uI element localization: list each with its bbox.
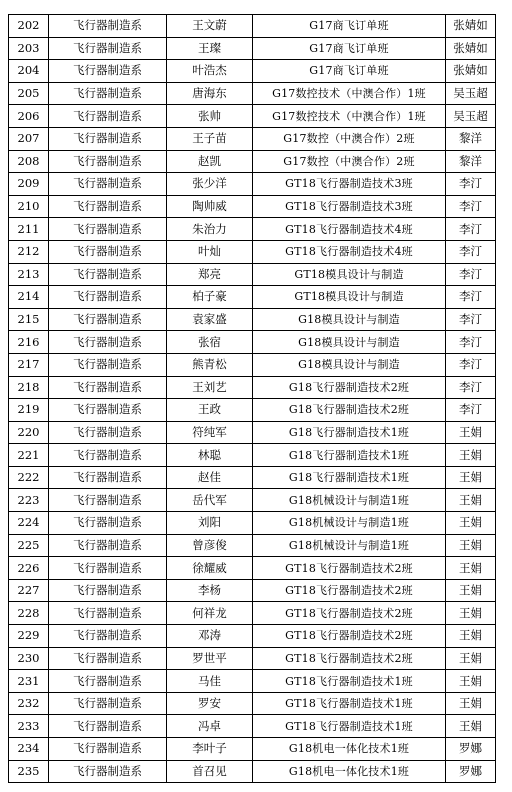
class-name-cell: G18模具设计与制造	[253, 331, 446, 354]
table-row	[9, 240, 496, 263]
department-cell: 飞行器制造系	[49, 15, 167, 38]
teacher-cell: 黎洋	[446, 127, 496, 150]
department-cell: 飞行器制造系	[49, 715, 167, 738]
row-number-cell: 217	[9, 353, 49, 376]
table-row	[9, 150, 496, 173]
student-name-cell: 熊青松	[167, 353, 253, 376]
student-name-cell: 王刘艺	[167, 376, 253, 399]
row-number-cell: 229	[9, 625, 49, 648]
department-cell: 飞行器制造系	[49, 602, 167, 625]
row-number-cell: 210	[9, 195, 49, 218]
student-name-cell: 符纯军	[167, 421, 253, 444]
row-number-cell: 204	[9, 60, 49, 83]
department-cell: 飞行器制造系	[49, 353, 167, 376]
department-cell: 飞行器制造系	[49, 263, 167, 286]
student-name-cell: 李叶子	[167, 738, 253, 761]
teacher-cell: 王娟	[446, 625, 496, 648]
table-row	[9, 195, 496, 218]
class-name-cell: GT18飞行器制造技术2班	[253, 557, 446, 580]
row-number-cell: 233	[9, 715, 49, 738]
department-cell: 飞行器制造系	[49, 240, 167, 263]
table-row	[9, 489, 496, 512]
row-number-cell: 228	[9, 602, 49, 625]
department-cell: 飞行器制造系	[49, 331, 167, 354]
table-row	[9, 15, 496, 38]
department-cell: 飞行器制造系	[49, 512, 167, 535]
class-name-cell: G18模具设计与制造	[253, 353, 446, 376]
class-name-cell: GT18飞行器制造技术1班	[253, 715, 446, 738]
department-cell: 飞行器制造系	[49, 647, 167, 670]
student-name-cell: 叶灿	[167, 240, 253, 263]
teacher-cell: 李汀	[446, 263, 496, 286]
class-name-cell: GT18飞行器制造技术2班	[253, 647, 446, 670]
department-cell: 飞行器制造系	[49, 692, 167, 715]
row-number-cell: 211	[9, 218, 49, 241]
table-row	[9, 263, 496, 286]
teacher-cell: 王娟	[446, 421, 496, 444]
student-list-table	[8, 14, 496, 783]
student-name-cell: 马佳	[167, 670, 253, 693]
department-cell: 飞行器制造系	[49, 150, 167, 173]
teacher-cell: 王娟	[446, 444, 496, 467]
row-number-cell: 230	[9, 647, 49, 670]
teacher-cell: 李汀	[446, 331, 496, 354]
teacher-cell: 李汀	[446, 240, 496, 263]
row-number-cell: 218	[9, 376, 49, 399]
table-row	[9, 286, 496, 309]
class-name-cell: G18飞行器制造技术1班	[253, 444, 446, 467]
class-name-cell: GT18飞行器制造技术2班	[253, 625, 446, 648]
department-cell: 飞行器制造系	[49, 466, 167, 489]
student-name-cell: 首召见	[167, 760, 253, 783]
department-cell: 飞行器制造系	[49, 579, 167, 602]
teacher-cell: 罗娜	[446, 760, 496, 783]
table-row	[9, 512, 496, 535]
student-name-cell: 邓涛	[167, 625, 253, 648]
teacher-cell: 李汀	[446, 286, 496, 309]
row-number-cell: 203	[9, 37, 49, 60]
teacher-cell: 吴玉超	[446, 82, 496, 105]
row-number-cell: 223	[9, 489, 49, 512]
student-name-cell: 王璨	[167, 37, 253, 60]
department-cell: 飞行器制造系	[49, 105, 167, 128]
department-cell: 飞行器制造系	[49, 625, 167, 648]
department-cell: 飞行器制造系	[49, 127, 167, 150]
row-number-cell: 220	[9, 421, 49, 444]
table-row	[9, 647, 496, 670]
class-name-cell: G18飞行器制造技术2班	[253, 376, 446, 399]
student-name-cell: 冯卓	[167, 715, 253, 738]
class-name-cell: GT18模具设计与制造	[253, 263, 446, 286]
table-row	[9, 534, 496, 557]
table-row	[9, 760, 496, 783]
teacher-cell: 王娟	[446, 557, 496, 580]
row-number-cell: 206	[9, 105, 49, 128]
row-number-cell: 202	[9, 15, 49, 38]
teacher-cell: 罗娜	[446, 738, 496, 761]
table-row	[9, 625, 496, 648]
teacher-cell: 王娟	[446, 512, 496, 535]
row-number-cell: 208	[9, 150, 49, 173]
department-cell: 飞行器制造系	[49, 376, 167, 399]
teacher-cell: 王娟	[446, 534, 496, 557]
row-number-cell: 234	[9, 738, 49, 761]
table-row	[9, 738, 496, 761]
class-name-cell: GT18飞行器制造技术2班	[253, 579, 446, 602]
table-row	[9, 173, 496, 196]
student-name-cell: 柏子豪	[167, 286, 253, 309]
student-name-cell: 陶帅威	[167, 195, 253, 218]
department-cell: 飞行器制造系	[49, 557, 167, 580]
table-row	[9, 60, 496, 83]
class-name-cell: G18机械设计与制造1班	[253, 512, 446, 535]
student-name-cell: 叶浩杰	[167, 60, 253, 83]
department-cell: 飞行器制造系	[49, 60, 167, 83]
department-cell: 飞行器制造系	[49, 760, 167, 783]
class-name-cell: G18机械设计与制造1班	[253, 534, 446, 557]
row-number-cell: 212	[9, 240, 49, 263]
table-row	[9, 466, 496, 489]
table-row	[9, 444, 496, 467]
student-name-cell: 岳代军	[167, 489, 253, 512]
class-name-cell: G18模具设计与制造	[253, 308, 446, 331]
row-number-cell: 227	[9, 579, 49, 602]
table-row	[9, 353, 496, 376]
row-number-cell: 231	[9, 670, 49, 693]
student-name-cell: 林聪	[167, 444, 253, 467]
row-number-cell: 205	[9, 82, 49, 105]
table-row	[9, 37, 496, 60]
teacher-cell: 王娟	[446, 647, 496, 670]
teacher-cell: 李汀	[446, 195, 496, 218]
student-name-cell: 王政	[167, 399, 253, 422]
student-name-cell: 朱治力	[167, 218, 253, 241]
table-row	[9, 331, 496, 354]
table-row	[9, 308, 496, 331]
teacher-cell: 王娟	[446, 489, 496, 512]
department-cell: 飞行器制造系	[49, 195, 167, 218]
table-row	[9, 557, 496, 580]
student-name-cell: 李杨	[167, 579, 253, 602]
table-row	[9, 715, 496, 738]
table-row	[9, 579, 496, 602]
table-row	[9, 421, 496, 444]
teacher-cell: 王娟	[446, 579, 496, 602]
table-row	[9, 376, 496, 399]
row-number-cell: 214	[9, 286, 49, 309]
row-number-cell: 224	[9, 512, 49, 535]
student-name-cell: 王子苗	[167, 127, 253, 150]
row-number-cell: 213	[9, 263, 49, 286]
class-name-cell: G18机电一体化技术1班	[253, 760, 446, 783]
row-number-cell: 235	[9, 760, 49, 783]
class-name-cell: G17数控技术（中澳合作）1班	[253, 82, 446, 105]
teacher-cell: 王娟	[446, 602, 496, 625]
table-row	[9, 670, 496, 693]
department-cell: 飞行器制造系	[49, 444, 167, 467]
row-number-cell: 232	[9, 692, 49, 715]
teacher-cell: 张婧如	[446, 37, 496, 60]
department-cell: 飞行器制造系	[49, 218, 167, 241]
department-cell: 飞行器制造系	[49, 670, 167, 693]
table-body	[9, 15, 496, 783]
class-name-cell: GT18模具设计与制造	[253, 286, 446, 309]
row-number-cell: 216	[9, 331, 49, 354]
class-name-cell: G17商飞订单班	[253, 37, 446, 60]
department-cell: 飞行器制造系	[49, 82, 167, 105]
teacher-cell: 王娟	[446, 715, 496, 738]
student-name-cell: 张帅	[167, 105, 253, 128]
row-number-cell: 221	[9, 444, 49, 467]
row-number-cell: 222	[9, 466, 49, 489]
teacher-cell: 李汀	[446, 353, 496, 376]
class-name-cell: GT18飞行器制造技术4班	[253, 240, 446, 263]
row-number-cell: 207	[9, 127, 49, 150]
department-cell: 飞行器制造系	[49, 286, 167, 309]
class-name-cell: G18飞行器制造技术1班	[253, 466, 446, 489]
table-row	[9, 127, 496, 150]
student-name-cell: 袁家盛	[167, 308, 253, 331]
row-number-cell: 225	[9, 534, 49, 557]
class-name-cell: GT18飞行器制造技术3班	[253, 173, 446, 196]
department-cell: 飞行器制造系	[49, 308, 167, 331]
class-name-cell: GT18飞行器制造技术1班	[253, 670, 446, 693]
department-cell: 飞行器制造系	[49, 173, 167, 196]
department-cell: 飞行器制造系	[49, 534, 167, 557]
teacher-cell: 吴玉超	[446, 105, 496, 128]
department-cell: 飞行器制造系	[49, 738, 167, 761]
teacher-cell: 李汀	[446, 218, 496, 241]
class-name-cell: G17商飞订单班	[253, 15, 446, 38]
student-name-cell: 曾彦俊	[167, 534, 253, 557]
student-name-cell: 郑亮	[167, 263, 253, 286]
student-name-cell: 张少洋	[167, 173, 253, 196]
teacher-cell: 王娟	[446, 692, 496, 715]
table-row	[9, 218, 496, 241]
table-row	[9, 602, 496, 625]
class-name-cell: G17数控（中澳合作）2班	[253, 150, 446, 173]
department-cell: 飞行器制造系	[49, 489, 167, 512]
department-cell: 飞行器制造系	[49, 399, 167, 422]
row-number-cell: 219	[9, 399, 49, 422]
student-name-cell: 赵凯	[167, 150, 253, 173]
class-name-cell: G17数控（中澳合作）2班	[253, 127, 446, 150]
department-cell: 飞行器制造系	[49, 37, 167, 60]
row-number-cell: 215	[9, 308, 49, 331]
student-name-cell: 唐海东	[167, 82, 253, 105]
class-name-cell: G17商飞订单班	[253, 60, 446, 83]
student-name-cell: 徐耀威	[167, 557, 253, 580]
class-name-cell: GT18飞行器制造技术1班	[253, 692, 446, 715]
table-row	[9, 105, 496, 128]
department-cell: 飞行器制造系	[49, 421, 167, 444]
teacher-cell: 李汀	[446, 376, 496, 399]
student-name-cell: 赵佳	[167, 466, 253, 489]
class-name-cell: G18飞行器制造技术1班	[253, 421, 446, 444]
class-name-cell: GT18飞行器制造技术4班	[253, 218, 446, 241]
teacher-cell: 王娟	[446, 466, 496, 489]
teacher-cell: 李汀	[446, 308, 496, 331]
row-number-cell: 209	[9, 173, 49, 196]
class-name-cell: GT18飞行器制造技术3班	[253, 195, 446, 218]
student-name-cell: 罗世平	[167, 647, 253, 670]
student-name-cell: 张宿	[167, 331, 253, 354]
teacher-cell: 王娟	[446, 670, 496, 693]
class-name-cell: G18机械设计与制造1班	[253, 489, 446, 512]
table-row	[9, 82, 496, 105]
class-name-cell: G18飞行器制造技术2班	[253, 399, 446, 422]
teacher-cell: 张婧如	[446, 15, 496, 38]
student-name-cell: 何祥龙	[167, 602, 253, 625]
class-name-cell: G18机电一体化技术1班	[253, 738, 446, 761]
student-name-cell: 罗安	[167, 692, 253, 715]
teacher-cell: 黎洋	[446, 150, 496, 173]
teacher-cell: 张婧如	[446, 60, 496, 83]
student-name-cell: 王文蔚	[167, 15, 253, 38]
class-name-cell: GT18飞行器制造技术2班	[253, 602, 446, 625]
student-name-cell: 刘阳	[167, 512, 253, 535]
class-name-cell: G17数控技术（中澳合作）1班	[253, 105, 446, 128]
teacher-cell: 李汀	[446, 173, 496, 196]
table-row	[9, 399, 496, 422]
table-row	[9, 692, 496, 715]
teacher-cell: 李汀	[446, 399, 496, 422]
row-number-cell: 226	[9, 557, 49, 580]
